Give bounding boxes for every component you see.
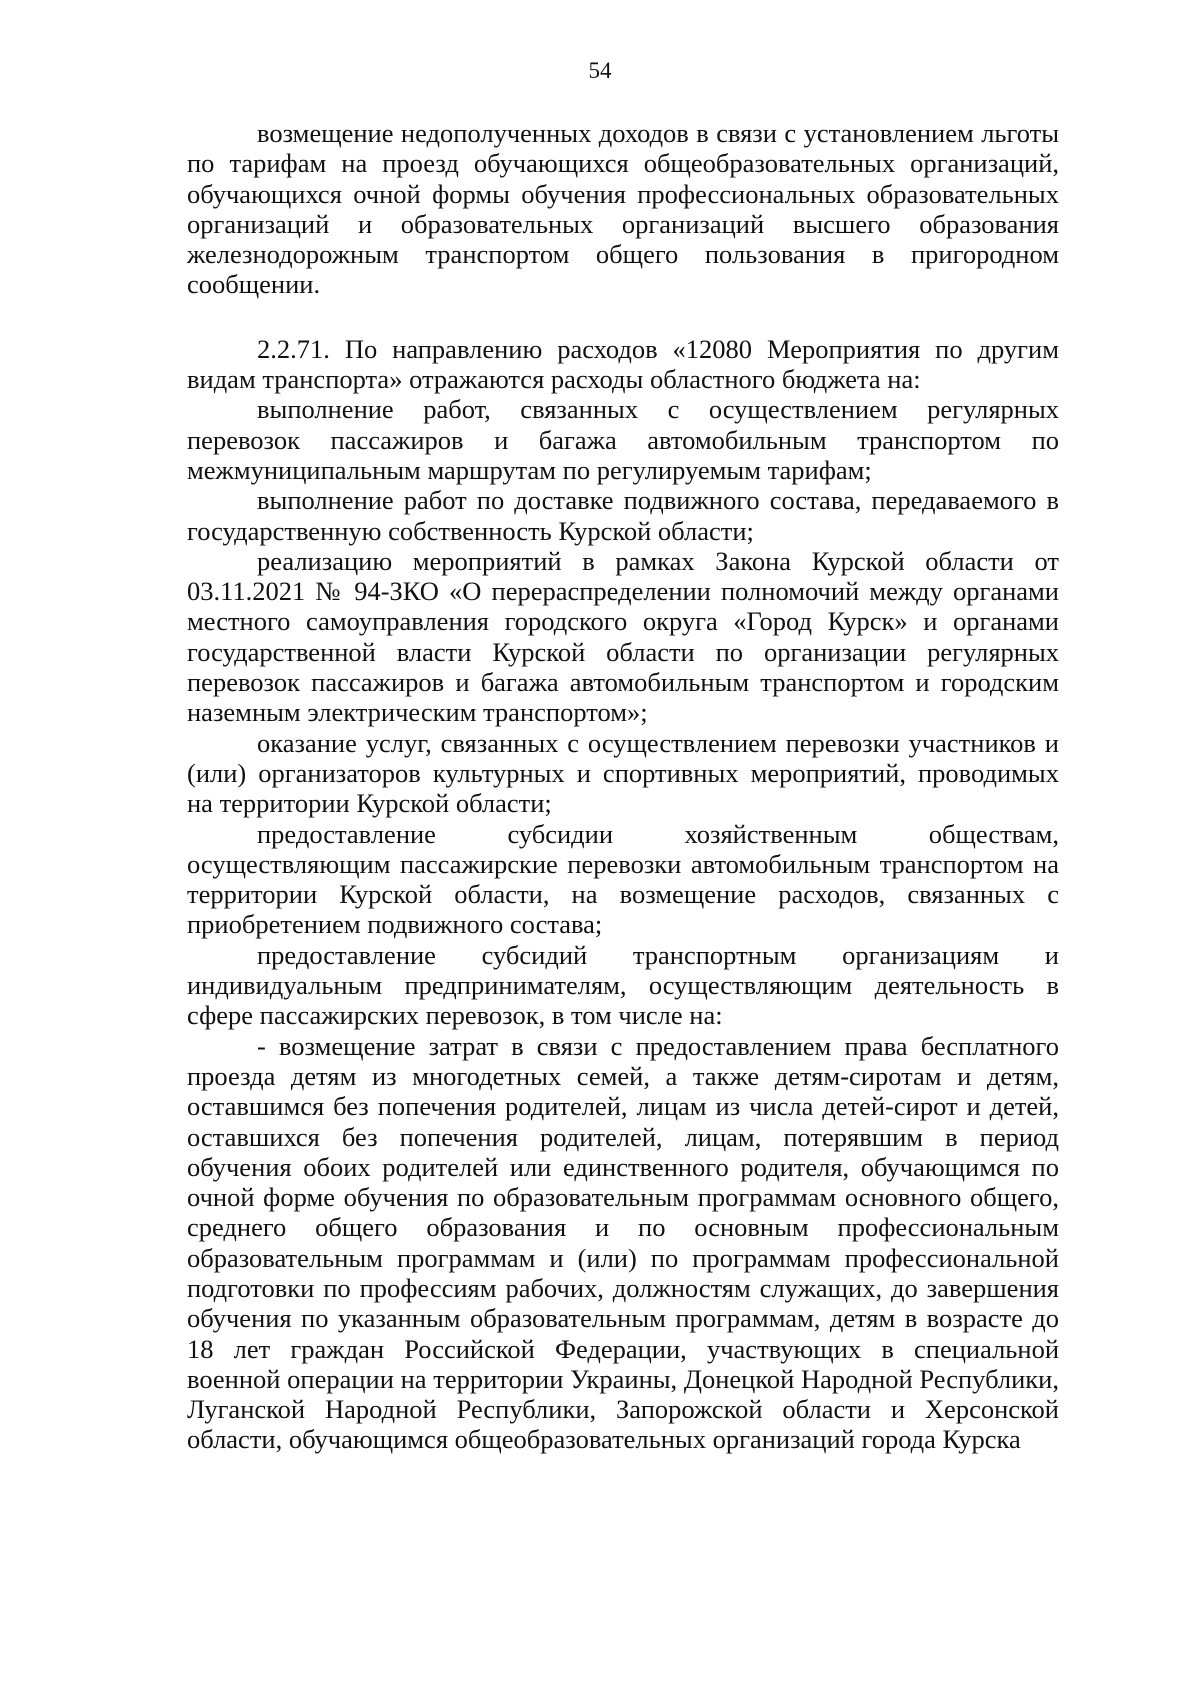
paragraph-subsidy-companies: предоставление субсидии хозяйственным обществам, осуществляющим пассажирские перевозки автомобильным транспортом на территории Курской области, на возмещение расходов, связанных с приобретением подвижного состава; — [187, 818, 1059, 940]
paragraph-compensation-rail: возмещение недополученных доходов в связи с установлением льготы по тарифам на проезд обучающихся общеобразовательных организаций, обучающихся очной формы обучения профессиональных образовательных организаций и образовательных организаций высшего образования железнодорожным транспортом общего пользования в пригородном сообщении. — [187, 118, 1059, 300]
paragraph-rolling-stock-delivery: выполнение работ по доставке подвижного состава, передаваемого в государственную собственность Курской области; — [187, 485, 1059, 546]
page-number: 54 — [588, 58, 612, 83]
paragraph-event-transport: оказание услуг, связанных с осуществлением перевозки участников и (или) организаторов культурных и спортивных мероприятий, проводимых на территории Курской области; — [187, 727, 1059, 819]
paragraph-law-94-zko: реализацию мероприятий в рамках Закона Курской области от 03.11.2021 № 94-ЗКО «О перераспределении полномочий между органами местного самоуправления городского округа «Город Курск» и органами государственной власти Курской области по организации регулярных перевозок пассажиров и багажа автомобильным транспортом и городским наземным электрическим транспортом»; — [187, 545, 1059, 728]
paragraph-subsidy-transport-orgs: предоставление субсидий транспортным организациям и индивидуальным предпринимателям, осуществляющим деятельность в сфере пассажирских перевозок, в том числе на: — [187, 939, 1059, 1031]
paragraph-regular-transport: выполнение работ, связанных с осуществлением регулярных перевозок пассажиров и багажа автомобильным транспортом по межмуниципальным маршрутам по регулируемым тарифам; — [187, 394, 1059, 485]
paragraph-section-2-2-71: 2.2.71. По направлению расходов «12080 Мероприятия по другим видам транспорта» отражаются расходы областного бюджета на: — [187, 333, 1059, 395]
paragraph-free-travel-compensation: - возмещение затрат в связи с предоставлением права бесплатного проезда детям из многодетных семей, а также детям-сиротам и детям, оставшимся без попечения родителей, лицам из числа детей-сирот и детей, оставшихся без попечения родителей, лицам, потерявшим в период обучения обоих родителей или единственного родителя, обучающимся по очной форме обучения по образовательным программам основного общего, среднего общего образования и по основным профессиональным образовательным программам и (или) по программам профессиональной подготовки по профессиям рабочих, должностям служащих, до завершения обучения по указанным образовательным программам, детям в возрасте до 18 лет граждан Российской Федерации, участвующих в специальной военной операции на территории Украины, Донецкой Народной Республики, Луганской Народной Республики, Запорожской области и Херсонской области, обучающимся общеобразовательных организаций города Курска — [187, 1030, 1059, 1455]
document-body — [187, 118, 1059, 1455]
